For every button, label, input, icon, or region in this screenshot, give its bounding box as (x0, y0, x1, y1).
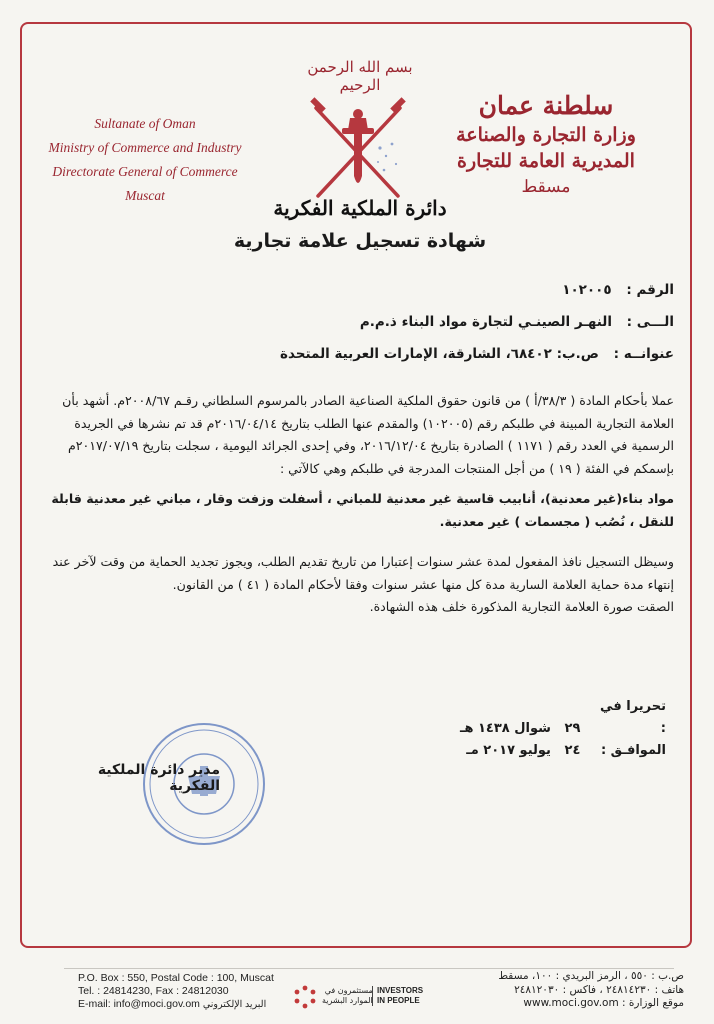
ar-line-directorate: المديرية العامة للتجارة (457, 150, 635, 172)
english-letterhead (40, 112, 250, 208)
ar-line-ministry: وزارة التجارة والصناعة (456, 124, 636, 146)
en-line-directorate: Directorate General of Commerce (52, 164, 238, 179)
body-paragraph-3: الصقت صورة العلامة التجارية المذكورة خلف هذه الشهادة. (369, 599, 674, 614)
ar-line-city: مسقط (521, 177, 571, 197)
footer-en-address: P.O. Box : 550, Postal Code : 100, Muscat (78, 972, 274, 984)
issue-dates (460, 696, 666, 762)
footer-english (78, 972, 288, 1011)
hijri-date-row (460, 696, 666, 740)
footer-email-arabic-label: البريد الإلكتروني (202, 999, 267, 1010)
en-line-city: Muscat (125, 188, 165, 203)
hijri-label: تحريرا في : (600, 699, 666, 736)
gregorian-day: ٢٤ (564, 743, 581, 758)
field-number: الرقم : ١٠٢٠٠٥ (562, 282, 674, 298)
gregorian-date-row (460, 740, 666, 762)
recipient-label: الـــى (636, 314, 674, 330)
document-title: شهادة تسجيل علامة تجارية (233, 230, 487, 252)
address-label: عنوانــه (623, 346, 674, 362)
footer-ar-address: ص.ب : ٥٥٠ ، الرمز البريدي : ١٠٠، مسقط (498, 970, 684, 982)
footer-en-email: E-mail: info@moci.gov.om (78, 998, 200, 1010)
footer-ar-phone: هاتف : ٢٤٨١٤٢٣٠ ، فاكس : ٢٤٨١٢٠٣٠ (514, 983, 684, 996)
investors-en-line-2: IN PEOPLE (377, 996, 420, 1005)
gregorian-month-year: يوليو ٢٠١٧ مـ (466, 743, 551, 758)
gregorian-label: الموافـق : (600, 743, 666, 758)
number-label: الرقم (636, 282, 674, 298)
investors-english (372, 986, 423, 1006)
oman-emblem-icon (298, 78, 418, 208)
department-name: دائرة الملكية الفكرية (273, 196, 447, 220)
body-paragraph-1: عملا بأحكام المادة ( ٣٨/٣/أ ) من قانون حقوق الملكية الصناعية الصادر بالمرسوم السلطاني رقـم ٢٠٠٨/٦٧م. أشهد بأن العلامة التجارية المبينة في طلبكم رقم (١٠٢٠٠٥) والمقدم عنها الطلب بتاريخ ٢٠١٦/٠٤/١٤م قد تم نشرها في الجريدة الرسمية في العدد رقم ( ١١٧١ ) الصادرة بتاريخ ٢٠١٦/١٢/٠٤، وفي إحدى الجرائد اليومية ، سجلت بتاريخ ٢٠١٧/٠٧/١٩م بإسمكم في الفئة ( ١٩ ) من أجل المنتجات المدرجة في طلبكم وهي كالآتي : (62, 393, 674, 476)
hijri-day: ٢٩ (564, 721, 581, 736)
address-value: ص.ب: ٦٨٤٠٢، الشارقة، الإمارات العربية المتحدة (280, 346, 599, 362)
investors-in-people-logo (292, 980, 422, 1020)
investors-en-line-1: INVESTORS (377, 986, 424, 995)
investors-ar-line-1: مستثمرون في (324, 986, 373, 995)
field-address: عنوانــه : ص.ب: ٦٨٤٠٢، الشارقة، الإمارات العربية المتحدة (280, 346, 674, 362)
hijri-month-year: شوال ١٤٣٨ هـ (460, 721, 551, 736)
goods-list: مواد بناء(غير معدنية)، أنابيب قاسية غير معدنية للمباني ، أسفلت وزفت وقار ، مباني غير معدنية قابلة للنقل ، نُصُب ( مجسمات ) غير معدنية. (51, 491, 674, 529)
investors-in-people-icon (292, 984, 318, 1010)
footer-en-phone: Tel. : 24814230, Fax : 24812030 (78, 985, 229, 997)
ar-line-country: سلطنة عمان (478, 91, 614, 120)
basmala: بسم الله الرحمن الرحيم (307, 58, 413, 94)
signatory-title: مدير دائرة الملكية الفكرية (97, 762, 220, 794)
arabic-letterhead (436, 90, 656, 200)
footer-divider (64, 968, 674, 969)
en-line-ministry: Ministry of Commerce and Industry (48, 140, 242, 155)
field-recipient: الـــى : النهـر الصينـي لتجارة مواد البناء ذ.م.م (359, 314, 674, 330)
footer-ar-website: موقع الوزارة : www.moci.gov.om (523, 997, 684, 1009)
number-value: ١٠٢٠٠٥ (562, 282, 612, 298)
certificate-body (34, 390, 674, 619)
investors-arabic (322, 986, 373, 1006)
investors-ar-line-2: الموارد البشرية (322, 996, 373, 1005)
footer-arabic (464, 970, 684, 1011)
body-paragraph-2: وسيظل التسجيل نافذ المفعول لمدة عشر سنوات إعتبارا من تاريخ تقديم الطلب، ويجوز تجديد الحماية من وقت لآخر عند إنتهاء مدة حماية العلامة السارية مدة كل منها عشر سنوات وفقا لأحكام المادة ( ٤١ ) من القانون. (52, 554, 674, 592)
en-line-country: Sultanate of Oman (94, 116, 196, 131)
recipient-value: النهـر الصينـي لتجارة مواد البناء ذ.م.م (359, 314, 612, 330)
